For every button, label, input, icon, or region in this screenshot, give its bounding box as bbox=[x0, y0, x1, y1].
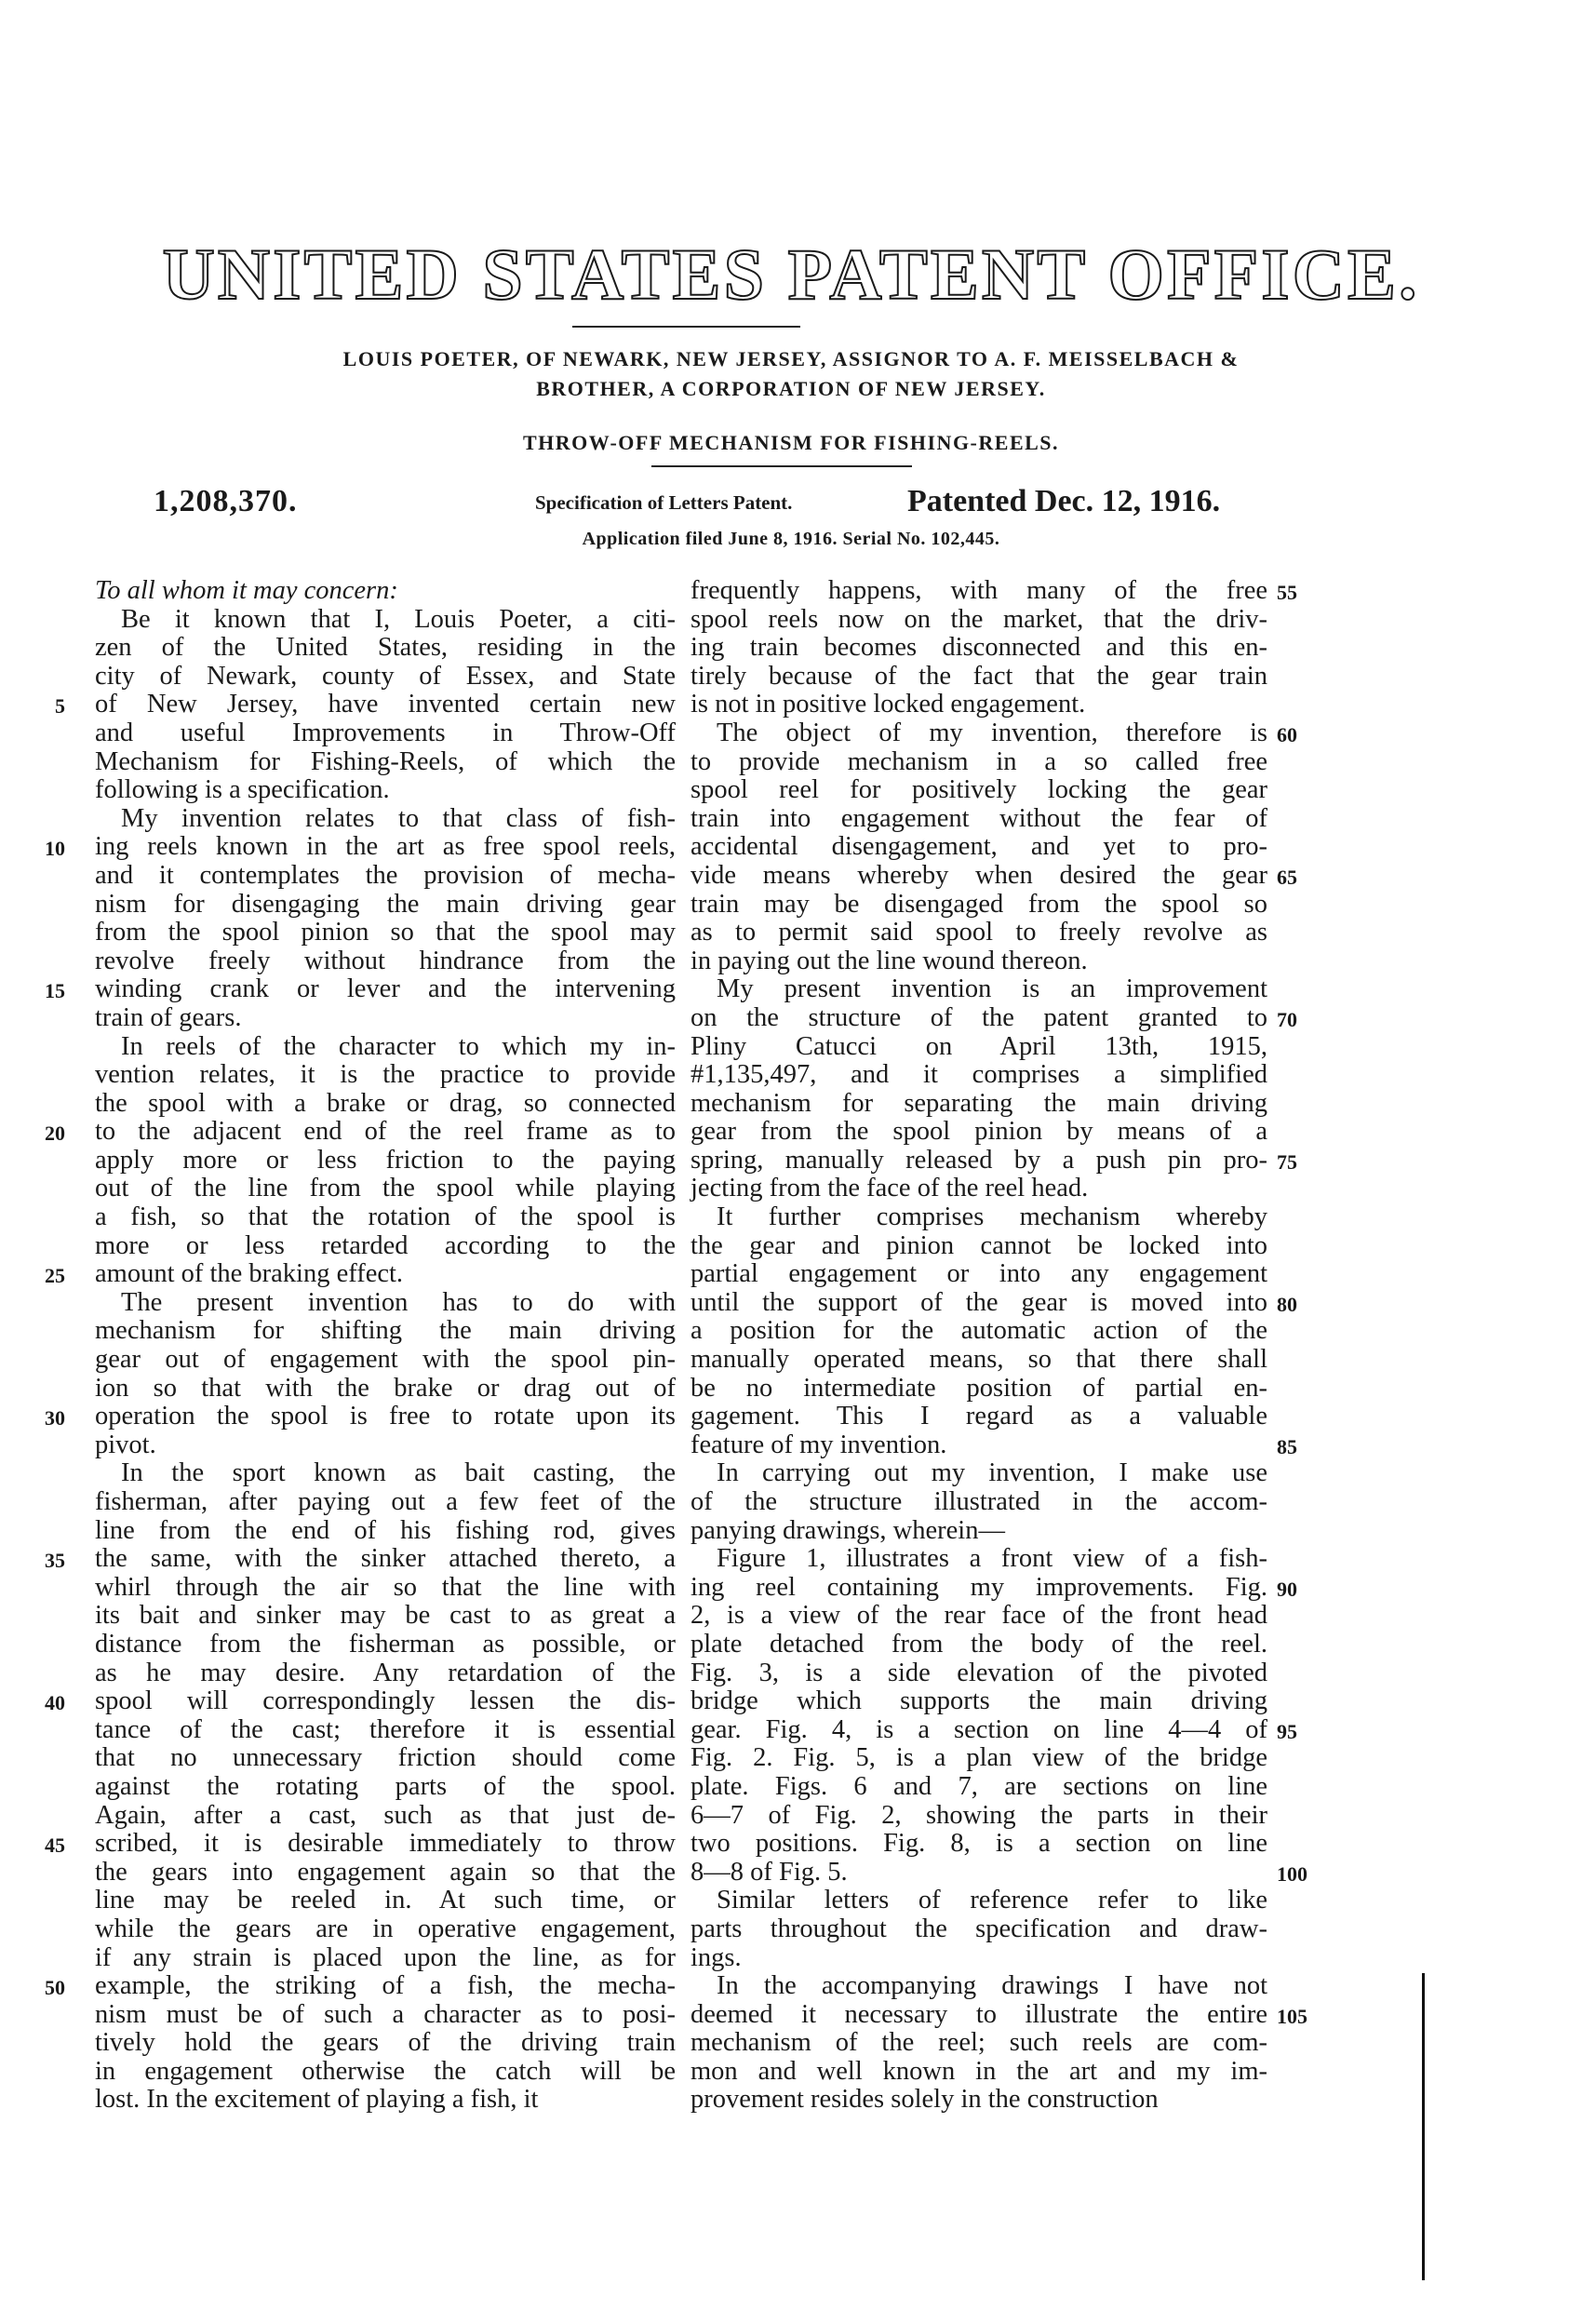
text-line: My invention relates to that class of fish- bbox=[121, 803, 676, 833]
line-number: 80 bbox=[1277, 1293, 1297, 1316]
text-line: ing reels known in the art as free spool reels, bbox=[95, 832, 676, 862]
text-line: train of gears. bbox=[95, 1002, 242, 1032]
text-line: example, the striking of a fish, the mecha- bbox=[95, 1971, 676, 2001]
text-line: Be it known that I, Louis Poeter, a citi- bbox=[121, 604, 676, 634]
text-line: pivot. bbox=[95, 1430, 156, 1459]
text-line: the gear and pinion cannot be locked into bbox=[690, 1230, 1267, 1260]
text-line: Similar letters of reference refer to like bbox=[717, 1886, 1267, 1915]
text-line: It further comprises mechanism whereby bbox=[717, 1202, 1267, 1232]
invention-title-rule bbox=[651, 465, 912, 467]
assignee-line-2: BROTHER, A CORPORATION OF NEW JERSEY. bbox=[536, 377, 1046, 400]
text-line: Pliny Catucci on April 13th, 1915, bbox=[690, 1031, 1267, 1061]
text-line: a position for the automatic action of the bbox=[690, 1316, 1267, 1346]
line-number: 20 bbox=[45, 1122, 65, 1146]
text-line: on the structure of the patent granted to bbox=[690, 1002, 1267, 1032]
text-line: bridge which supports the main driving bbox=[690, 1686, 1267, 1716]
text-line: Fig. 2. Fig. 5, is a plan view of the bridge bbox=[690, 1743, 1267, 1773]
text-line: In the sport known as bait casting, the bbox=[121, 1458, 676, 1488]
text-line: plate detached from the body of the reel. bbox=[690, 1629, 1267, 1659]
text-line: #1,135,497, and it comprises a simplified bbox=[690, 1060, 1267, 1090]
text-line: Again, after a cast, such as that just de- bbox=[95, 1800, 676, 1830]
text-line: The present invention has to do with bbox=[121, 1287, 676, 1317]
text-line: mechanism of the reel; such reels are com- bbox=[690, 2028, 1267, 2058]
text-line: My present invention is an improvement bbox=[717, 974, 1267, 1004]
text-line: jecting from the face of the reel head. bbox=[690, 1174, 1089, 1203]
invention-title: THROW-OFF MECHANISM FOR FISHING-REELS. bbox=[522, 431, 1060, 454]
text-line: nism must be of such a character as to posi- bbox=[95, 1999, 676, 2029]
text-line: 6—7 of Fig. 2, showing the parts in their bbox=[690, 1800, 1267, 1830]
line-number: 85 bbox=[1277, 1435, 1297, 1458]
text-line: that no unnecessary friction should come bbox=[95, 1743, 676, 1773]
text-line: accidental disengagement, and yet to pro- bbox=[690, 832, 1267, 862]
line-number: 25 bbox=[45, 1264, 65, 1288]
text-line: provement resides solely in the construction bbox=[690, 2085, 1159, 2115]
text-line: The object of my invention, therefore is bbox=[717, 718, 1267, 747]
text-line: partial engagement or into any engagement bbox=[690, 1259, 1267, 1289]
line-number: 10 bbox=[45, 837, 65, 861]
text-line: operation the spool is free to rotate upon its bbox=[95, 1402, 676, 1431]
text-line: To all whom it may concern: bbox=[95, 576, 398, 605]
office-title: UNITED STATES PATENT OFFICE. bbox=[162, 234, 1420, 315]
text-line: from the spool pinion so that the spool may bbox=[95, 918, 676, 947]
text-line: frequently happens, with many of the free bbox=[690, 576, 1267, 605]
line-number: 90 bbox=[1277, 1578, 1297, 1601]
text-line: its bait and sinker may be cast to as great a bbox=[95, 1601, 676, 1631]
text-line: lost. In the excitement of playing a fish, it bbox=[95, 2085, 539, 2115]
text-line: vide means whereby when desired the gear bbox=[690, 860, 1267, 890]
text-line: ing reel containing my improvements. Fig. bbox=[690, 1572, 1267, 1602]
text-line: to the adjacent end of the reel frame as to bbox=[95, 1117, 676, 1147]
text-line: In carrying out my invention, I make use bbox=[717, 1458, 1267, 1488]
text-line: while the gears are in operative engagement, bbox=[95, 1914, 676, 1943]
text-line: as he may desire. Any retardation of the bbox=[95, 1658, 676, 1687]
specification-label: Specification of Letters Patent. bbox=[535, 491, 793, 514]
text-line: parts throughout the specification and draw- bbox=[690, 1914, 1267, 1943]
text-line: gear from the spool pinion by means of a bbox=[690, 1117, 1267, 1147]
text-line: of the structure illustrated in the accom- bbox=[690, 1487, 1267, 1516]
text-line: mechanism for separating the main driving bbox=[690, 1088, 1267, 1118]
text-line: distance from the fisherman as possible, or bbox=[95, 1629, 676, 1659]
line-number: 55 bbox=[1277, 581, 1297, 604]
text-line: in engagement otherwise the catch will be bbox=[95, 2056, 676, 2086]
text-line: ing train becomes disconnected and this en- bbox=[690, 633, 1267, 663]
text-line: and useful Improvements in Throw-Off bbox=[95, 718, 676, 747]
line-number: 95 bbox=[1277, 1720, 1297, 1743]
line-number: 75 bbox=[1277, 1150, 1297, 1174]
text-line: if any strain is placed upon the line, as for bbox=[95, 1942, 676, 1972]
text-line: spool reels now on the market, that the driv- bbox=[690, 604, 1267, 634]
text-line: revolve freely without hindrance from the bbox=[95, 946, 676, 975]
text-line: line from the end of his fishing rod, gives bbox=[95, 1515, 676, 1545]
text-line: the spool with a brake or drag, so connected bbox=[95, 1088, 676, 1118]
text-line: ion so that with the brake or drag out of bbox=[95, 1373, 676, 1403]
text-line: gagement. This I regard as a valuable bbox=[690, 1402, 1267, 1431]
title-rule bbox=[572, 326, 800, 328]
patent-number: 1,208,370. bbox=[154, 484, 298, 518]
text-line: Fig. 3, is a side elevation of the pivoted bbox=[690, 1658, 1267, 1687]
text-line: the gears into engagement again so that the bbox=[95, 1857, 676, 1887]
text-line: out of the line from the spool while playing bbox=[95, 1174, 676, 1203]
text-line: spool reel for positively locking the gear bbox=[690, 775, 1267, 805]
text-line: manually operated means, so that there shall bbox=[690, 1345, 1267, 1375]
text-line: feature of my invention. bbox=[690, 1430, 947, 1459]
line-number: 100 bbox=[1277, 1862, 1307, 1886]
line-number: 35 bbox=[45, 1549, 65, 1573]
margin-bar bbox=[1422, 1973, 1425, 2280]
text-line: of New Jersey, have invented certain new bbox=[95, 690, 676, 719]
text-line: tively hold the gears of the driving train bbox=[95, 2028, 676, 2058]
text-line: be no intermediate position of partial en- bbox=[690, 1373, 1267, 1403]
text-line: spool will correspondingly lessen the dis- bbox=[95, 1686, 676, 1716]
text-line: gear out of engagement with the spool pin- bbox=[95, 1345, 676, 1375]
assignee-line-1: LOUIS POETER, OF NEWARK, NEW JERSEY, ASSIGNOR TO A. F. MEISSELBACH & bbox=[342, 347, 1240, 370]
line-number: 15 bbox=[45, 979, 65, 1003]
text-line: as to permit said spool to freely revolve as bbox=[690, 918, 1267, 947]
text-line: vention relates, it is the practice to provide bbox=[95, 1060, 676, 1090]
text-line: mon and well known in the art and my im- bbox=[690, 2056, 1267, 2086]
text-line: to provide mechanism in a so called free bbox=[690, 746, 1267, 776]
text-line: city of Newark, county of Essex, and State bbox=[95, 661, 676, 691]
line-number: 60 bbox=[1277, 723, 1297, 746]
text-line: gear. Fig. 4, is a section on line 4—4 of bbox=[690, 1714, 1267, 1744]
text-line: In the accompanying drawings I have not bbox=[717, 1971, 1267, 2001]
right-text-column bbox=[690, 577, 1267, 2115]
text-line: and it contemplates the provision of mecha- bbox=[95, 860, 676, 890]
line-number: 5 bbox=[55, 694, 65, 719]
text-line: the same, with the sinker attached thereto, a bbox=[95, 1544, 676, 1574]
text-line: train into engagement without the fear of bbox=[690, 803, 1267, 833]
text-line: whirl through the air so that the line with bbox=[95, 1572, 676, 1602]
text-line: 8—8 of Fig. 5. bbox=[690, 1857, 848, 1887]
text-line: tirely because of the fact that the gear train bbox=[690, 661, 1267, 691]
text-line: ings. bbox=[690, 1942, 742, 1972]
text-line: Mechanism for Fishing-Reels, of which the bbox=[95, 746, 676, 776]
text-line: is not in positive locked engagement. bbox=[690, 690, 1086, 719]
text-line: panying drawings, wherein— bbox=[690, 1515, 1005, 1545]
text-line: in paying out the line wound thereon. bbox=[690, 946, 1088, 975]
text-line: tance of the cast; therefore it is essential bbox=[95, 1714, 676, 1744]
line-number: 65 bbox=[1277, 866, 1297, 889]
line-number: 45 bbox=[45, 1834, 65, 1858]
text-line: line may be reeled in. At such time, or bbox=[95, 1886, 676, 1915]
text-line: fisherman, after paying out a few feet of the bbox=[95, 1487, 676, 1516]
text-line: spring, manually released by a push pin pro- bbox=[690, 1145, 1267, 1175]
text-line: a fish, so that the rotation of the spool is bbox=[95, 1202, 676, 1232]
text-line: 2, is a view of the rear face of the front head bbox=[690, 1601, 1267, 1631]
text-line: amount of the braking effect. bbox=[95, 1259, 404, 1289]
left-text-column bbox=[95, 577, 676, 2115]
text-line: Figure 1, illustrates a front view of a fish- bbox=[717, 1544, 1267, 1574]
text-line: train may be disengaged from the spool so bbox=[690, 889, 1267, 919]
line-number: 30 bbox=[45, 1406, 65, 1431]
text-line: until the support of the gear is moved into bbox=[690, 1287, 1267, 1317]
text-line: scribed, it is desirable immediately to throw bbox=[95, 1829, 676, 1859]
line-number: 50 bbox=[45, 1976, 65, 2000]
text-line: In reels of the character to which my in- bbox=[121, 1031, 676, 1061]
application-line: Application filed June 8, 1916. Serial No. 102,445. bbox=[582, 529, 1000, 549]
text-line: more or less retarded according to the bbox=[95, 1230, 676, 1260]
text-line: apply more or less friction to the paying bbox=[95, 1145, 676, 1175]
text-line: following is a specification. bbox=[95, 775, 390, 805]
text-line: plate. Figs. 6 and 7, are sections on line bbox=[690, 1771, 1267, 1801]
patented-date: Patented Dec. 12, 1916. bbox=[907, 484, 1221, 518]
line-number: 40 bbox=[45, 1691, 65, 1715]
text-line: nism for disengaging the main driving gear bbox=[95, 889, 676, 919]
text-line: against the rotating parts of the spool. bbox=[95, 1771, 676, 1801]
line-number: 70 bbox=[1277, 1008, 1297, 1031]
text-line: two positions. Fig. 8, is a section on line bbox=[690, 1829, 1267, 1859]
text-line: mechanism for shifting the main driving bbox=[95, 1316, 676, 1346]
line-number: 105 bbox=[1277, 2005, 1307, 2028]
text-line: zen of the United States, residing in the bbox=[95, 633, 676, 663]
text-line: winding crank or lever and the intervening bbox=[95, 974, 676, 1004]
text-line: deemed it necessary to illustrate the entire bbox=[690, 1999, 1267, 2029]
